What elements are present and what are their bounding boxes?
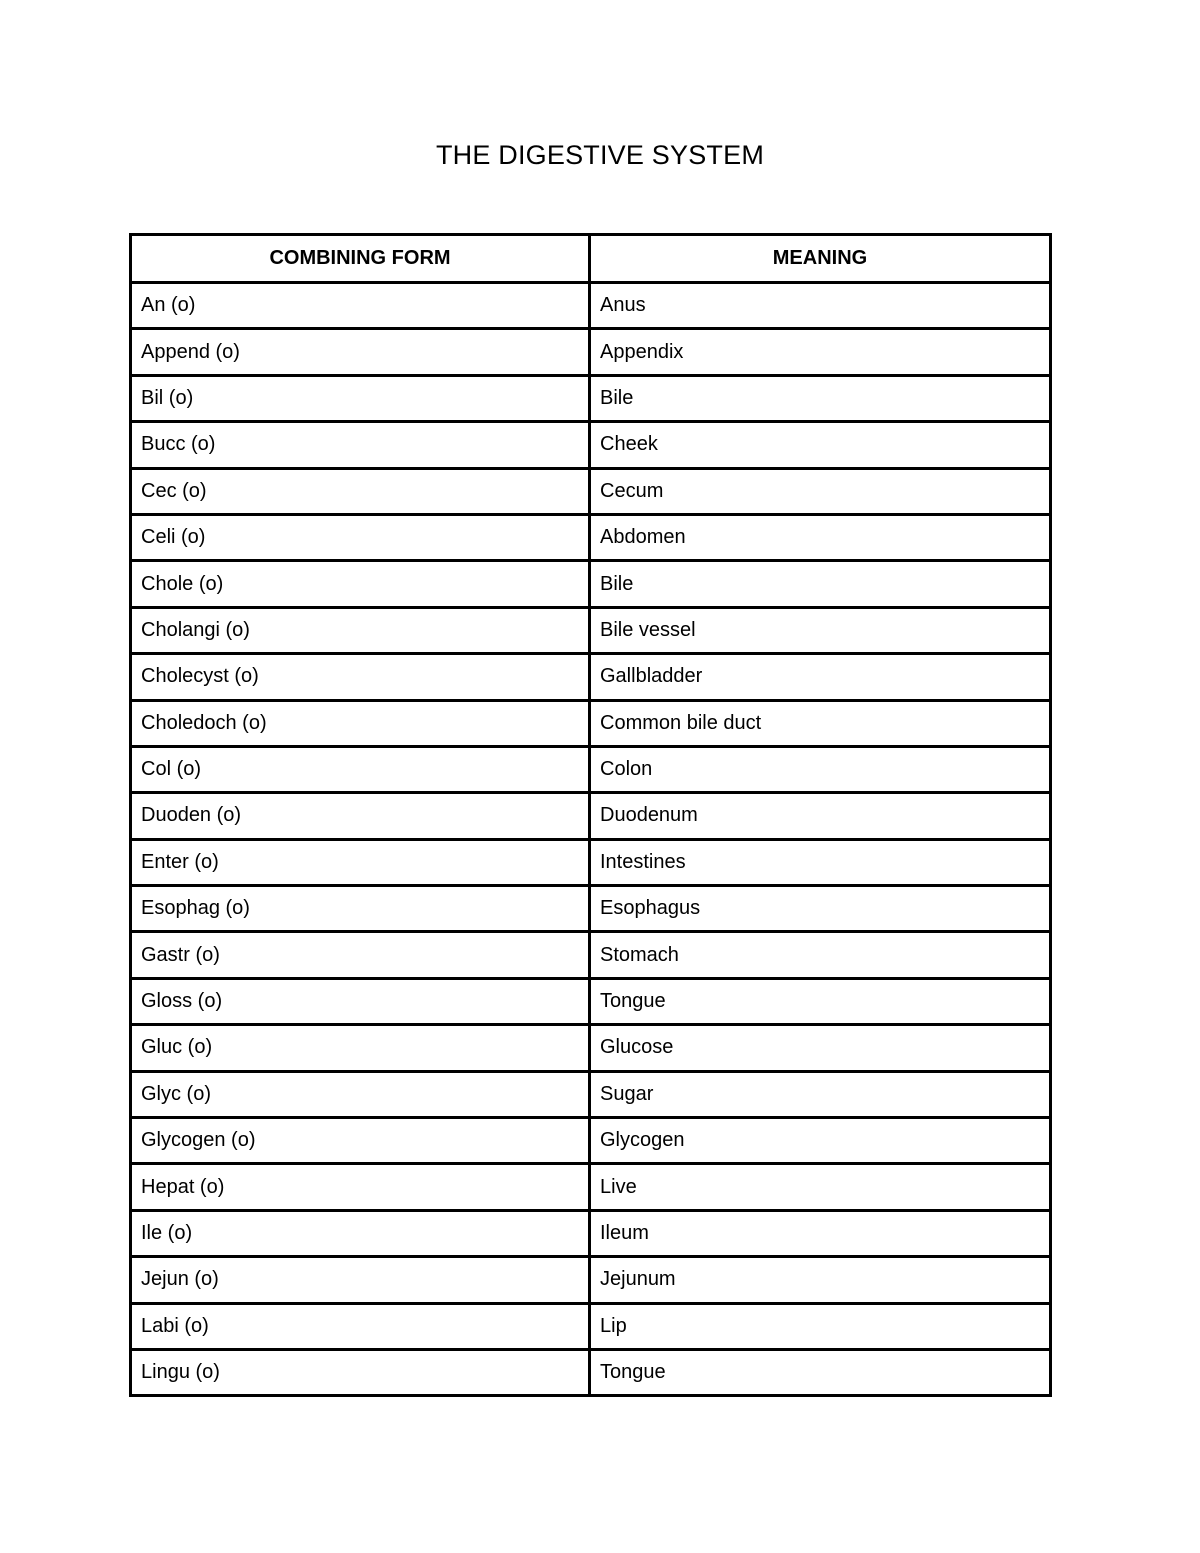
table-row (131, 839, 1051, 885)
combining-form-cell: Lingu (o) (131, 1349, 590, 1395)
combining-form-cell: Col (o) (131, 746, 590, 792)
combining-forms-table (129, 233, 1052, 1397)
column-header-meaning: MEANING (590, 235, 1051, 283)
meaning-cell: Tongue (590, 978, 1051, 1024)
table-body (131, 283, 1051, 1396)
table-row (131, 793, 1051, 839)
meaning-cell: Tongue (590, 1349, 1051, 1395)
meaning-cell: Glycogen (590, 1118, 1051, 1164)
meaning-cell: Bile (590, 375, 1051, 421)
combining-form-cell: Choledoch (o) (131, 700, 590, 746)
meaning-cell: Colon (590, 746, 1051, 792)
table-row (131, 654, 1051, 700)
table-row (131, 514, 1051, 560)
meaning-cell: Live (590, 1164, 1051, 1210)
combining-form-cell: Bil (o) (131, 375, 590, 421)
combining-form-cell: Cholangi (o) (131, 607, 590, 653)
table-row (131, 607, 1051, 653)
meaning-cell: Cheek (590, 422, 1051, 468)
combining-form-cell: An (o) (131, 283, 590, 329)
table-row (131, 1257, 1051, 1303)
meaning-cell: Gallbladder (590, 654, 1051, 700)
meaning-cell: Bile vessel (590, 607, 1051, 653)
meaning-cell: Jejunum (590, 1257, 1051, 1303)
meaning-cell: Esophagus (590, 886, 1051, 932)
combining-form-cell: Gastr (o) (131, 932, 590, 978)
meaning-cell: Appendix (590, 329, 1051, 375)
combining-form-cell: Gluc (o) (131, 1025, 590, 1071)
table-row (131, 283, 1051, 329)
page-title: THE DIGESTIVE SYSTEM (435, 140, 765, 170)
table-row (131, 329, 1051, 375)
meaning-cell: Common bile duct (590, 700, 1051, 746)
combining-form-cell: Bucc (o) (131, 422, 590, 468)
table-row (131, 1118, 1051, 1164)
meaning-cell: Stomach (590, 932, 1051, 978)
table-row (131, 932, 1051, 978)
meaning-cell: Lip (590, 1303, 1051, 1349)
table-row (131, 1210, 1051, 1256)
table-row (131, 746, 1051, 792)
table-row (131, 700, 1051, 746)
combining-form-cell: Ile (o) (131, 1210, 590, 1256)
combining-form-cell: Duoden (o) (131, 793, 590, 839)
table-row (131, 1071, 1051, 1117)
meaning-cell: Sugar (590, 1071, 1051, 1117)
meaning-cell: Anus (590, 283, 1051, 329)
combining-form-cell: Cholecyst (o) (131, 654, 590, 700)
table-row (131, 1164, 1051, 1210)
combining-form-cell: Cec (o) (131, 468, 590, 514)
table-row (131, 375, 1051, 421)
table-row (131, 422, 1051, 468)
table-header-row (131, 235, 1051, 283)
meaning-cell: Bile (590, 561, 1051, 607)
combining-form-cell: Gloss (o) (131, 978, 590, 1024)
combining-form-cell: Chole (o) (131, 561, 590, 607)
combining-form-cell: Append (o) (131, 329, 590, 375)
meaning-cell: Duodenum (590, 793, 1051, 839)
combining-form-cell: Esophag (o) (131, 886, 590, 932)
combining-form-cell: Labi (o) (131, 1303, 590, 1349)
combining-form-cell: Glycogen (o) (131, 1118, 590, 1164)
table-row (131, 1349, 1051, 1395)
meaning-cell: Glucose (590, 1025, 1051, 1071)
combining-form-cell: Enter (o) (131, 839, 590, 885)
combining-form-cell: Jejun (o) (131, 1257, 590, 1303)
combining-form-cell: Glyc (o) (131, 1071, 590, 1117)
combining-form-cell: Hepat (o) (131, 1164, 590, 1210)
combining-form-cell: Celi (o) (131, 514, 590, 560)
table-row (131, 1025, 1051, 1071)
column-header-combining-form: COMBINING FORM (131, 235, 590, 283)
table-row (131, 561, 1051, 607)
table-row (131, 468, 1051, 514)
table-row (131, 1303, 1051, 1349)
table-row (131, 886, 1051, 932)
meaning-cell: Intestines (590, 839, 1051, 885)
meaning-cell: Cecum (590, 468, 1051, 514)
meaning-cell: Ileum (590, 1210, 1051, 1256)
table-row (131, 978, 1051, 1024)
meaning-cell: Abdomen (590, 514, 1051, 560)
